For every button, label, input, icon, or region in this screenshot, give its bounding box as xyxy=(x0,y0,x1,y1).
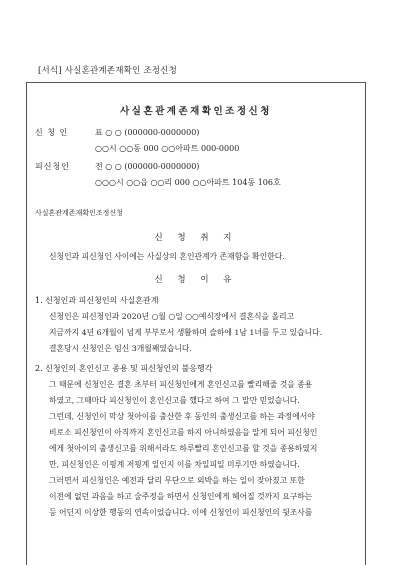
case-name: 사실혼관계존재확인조정신청 xyxy=(35,209,123,217)
respondent-name-id: 전 ○ ○ (000000-0000000) xyxy=(95,162,200,171)
section1-body xyxy=(35,309,361,357)
section2-body xyxy=(35,377,361,521)
section2-line: 이전에 없던 과음을 하고 술주정을 하면서 신청인에게 헤어질 것까지 요구하는 xyxy=(49,492,313,501)
document-title: 사실혼관계존재확인조정신청 xyxy=(120,106,272,117)
purpose-heading: 신 청 취 지 xyxy=(154,233,238,243)
document-frame xyxy=(26,82,366,565)
document-caption: [서식] 사실혼관계존재확인 조정신청 xyxy=(38,66,178,76)
applicant-name-id: 표 ○ ○ (000000-0000000) xyxy=(95,128,200,137)
applicant-role: 신 청 인 xyxy=(35,128,69,137)
section2-line: 에게 첫아이의 출생신고를 위해서라도 하루빨리 혼인신고를 할 것을 종용하였지 xyxy=(49,444,318,453)
applicant-address: ○○시 ○○동 000 ○○아파트 000-0000 xyxy=(95,144,240,153)
section2-line: 만, 피신청인은 이핑계 저핑계 일인지 이를 차일피일 미루기만 하였습니다. xyxy=(49,460,300,469)
respondent-role: 피신청인 xyxy=(35,162,70,171)
section2-title: 2. 신청인의 혼인신고 종용 및 피신청인의 불응행각 xyxy=(35,364,213,373)
reasons-heading: 신 청 이 유 xyxy=(154,275,238,285)
purpose-line: 신청인과 피신청인 사이에는 사실상의 혼인관계가 존재함을 확인한다. xyxy=(49,252,285,261)
section2-line: 등 어딘지 이상한 행동의 연속이었습니다. 이에 신청인이 피신청인의 뒷조사를 xyxy=(49,508,313,517)
section1-line: 지금까지 4년 6개월이 넘게 부부로서 생활하며 슬하에 1남 1녀를 두고 있습니다. xyxy=(49,328,323,337)
section2-line: 그 때문에 신청인은 결혼 초부터 피신청인에게 혼인신고를 빨리해줄 것을 종용 xyxy=(49,380,313,389)
respondent-address: ○○○시 ○○읍 ○○리 000 ○○아파트 104동 106호 xyxy=(95,178,281,187)
section2-line: 비로소 피신청인이 아직까지 혼인신고를 하지 아니하였음을 알게 되어 피신청인 xyxy=(49,428,318,437)
section2-line: 그러면서 피신청인은 예전과 달리 무단으로 외박을 하는 일이 잦아졌고 또한 xyxy=(49,476,305,485)
purpose-text xyxy=(35,249,361,265)
section1-line: 결혼당시 신청인은 임신 3개월째였습니다. xyxy=(49,344,192,353)
section1-line: 신청인은 피신청인과 2020년 ○월 ○일 ○○예식장에서 결혼식을 올리고 xyxy=(49,312,295,321)
section2-line: 그런데, 신청인이 막상 첫아이를 출산한 후 동인의 출생신고를 하는 과정에서야 xyxy=(49,412,315,421)
section2-line: 하였고, 그때마다 피신청인이 혼인신고를 했다고 하여 그 말만 믿었습니다. xyxy=(49,396,300,405)
section1-title: 1. 신청인과 피신청인의 사실혼관계 xyxy=(35,296,159,305)
